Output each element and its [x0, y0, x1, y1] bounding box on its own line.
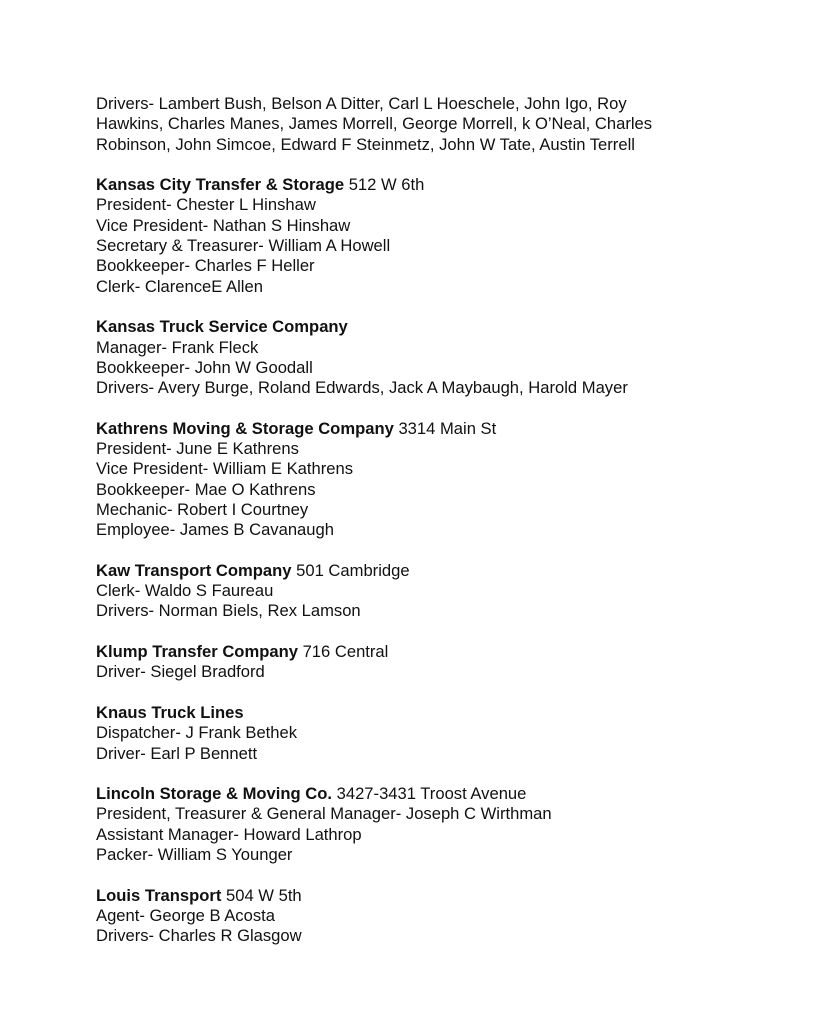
staff-line: Dispatcher- J Frank Bethek	[96, 723, 298, 743]
company-entry-kansas-city-transfer	[96, 175, 736, 297]
company-name: Kaw Transport Company	[96, 560, 292, 580]
staff-line: Clerk- ClarenceE Allen	[96, 276, 263, 296]
company-heading	[96, 886, 736, 906]
company-name: Klump Transfer Company	[96, 642, 298, 662]
staff-line: Drivers- Norman Biels, Rex Lamson	[96, 601, 361, 621]
staff-line: President- June E Kathrens	[96, 439, 299, 459]
company-address: 3314 Main St	[398, 418, 497, 438]
staff-line: President, Treasurer & General Manager- Joseph C Wirthman	[96, 804, 552, 824]
company-entry-klump-transfer	[96, 642, 736, 683]
staff-line: Clerk- Waldo S Faureau	[96, 581, 274, 601]
company-address: 501 Cambridge	[296, 560, 410, 580]
staff-line: Driver- Earl P Bennett	[96, 743, 258, 763]
staff-line: Employee- James B Cavanaugh	[96, 520, 334, 540]
company-name: Louis Transport	[96, 885, 222, 905]
company-heading	[96, 561, 736, 581]
document-page	[96, 94, 736, 967]
staff-line: Mechanic- Robert I Courtney	[96, 499, 309, 519]
company-entry-kaw-transport	[96, 561, 736, 622]
company-heading	[96, 784, 736, 804]
company-address: 3427-3431 Troost Avenue	[336, 784, 527, 804]
staff-line: Bookkeeper- Charles F Heller	[96, 256, 315, 276]
company-entry-louis-transport	[96, 886, 736, 947]
intro-drivers-paragraph	[96, 94, 736, 155]
company-name: Knaus Truck Lines	[96, 702, 244, 722]
staff-line: Vice President- Nathan S Hinshaw	[96, 215, 351, 235]
staff-line: Drivers- Charles R Glasgow	[96, 926, 302, 946]
staff-line: Secretary & Treasurer- William A Howell	[96, 236, 391, 256]
company-address: 504 W 5th	[226, 885, 302, 905]
company-heading	[96, 175, 736, 195]
staff-line: Packer- William S Younger	[96, 844, 293, 864]
staff-line: Bookkeeper- John W Goodall	[96, 357, 313, 377]
text-line: Hawkins, Charles Manes, James Morrell, George Morrell, k O’Neal, Charles	[96, 114, 653, 134]
company-entry-knaus-truck-lines	[96, 703, 736, 764]
company-heading	[96, 317, 736, 337]
company-name: Lincoln Storage & Moving Co.	[96, 784, 332, 804]
company-entry-kansas-truck-service	[96, 317, 736, 398]
staff-line: President- Chester L Hinshaw	[96, 195, 316, 215]
company-name: Kathrens Moving & Storage Company	[96, 418, 394, 438]
staff-line: Bookkeeper- Mae O Kathrens	[96, 479, 316, 499]
text-line: Drivers- Lambert Bush, Belson A Ditter, Carl L Hoeschele, John Igo, Roy	[96, 94, 627, 113]
company-heading	[96, 642, 736, 662]
company-heading	[96, 703, 736, 723]
staff-line: Vice President- William E Kathrens	[96, 459, 353, 479]
text-line: Robinson, John Simcoe, Edward F Steinmetz, John W Tate, Austin Terrell	[96, 134, 635, 154]
staff-line: Driver- Siegel Bradford	[96, 662, 265, 682]
staff-line: Agent- George B Acosta	[96, 905, 275, 925]
company-address: 716 Central	[302, 642, 389, 662]
staff-line: Drivers- Avery Burge, Roland Edwards, Jack A Maybaugh, Harold Mayer	[96, 378, 628, 398]
company-heading	[96, 419, 736, 439]
company-entry-kathrens-moving	[96, 419, 736, 541]
staff-line: Manager- Frank Fleck	[96, 337, 259, 357]
staff-line: Assistant Manager- Howard Lathrop	[96, 824, 362, 844]
company-name: Kansas Truck Service Company	[96, 317, 348, 337]
company-name: Kansas City Transfer & Storage	[96, 175, 345, 195]
company-address: 512 W 6th	[348, 175, 425, 195]
company-entry-lincoln-storage	[96, 784, 736, 865]
